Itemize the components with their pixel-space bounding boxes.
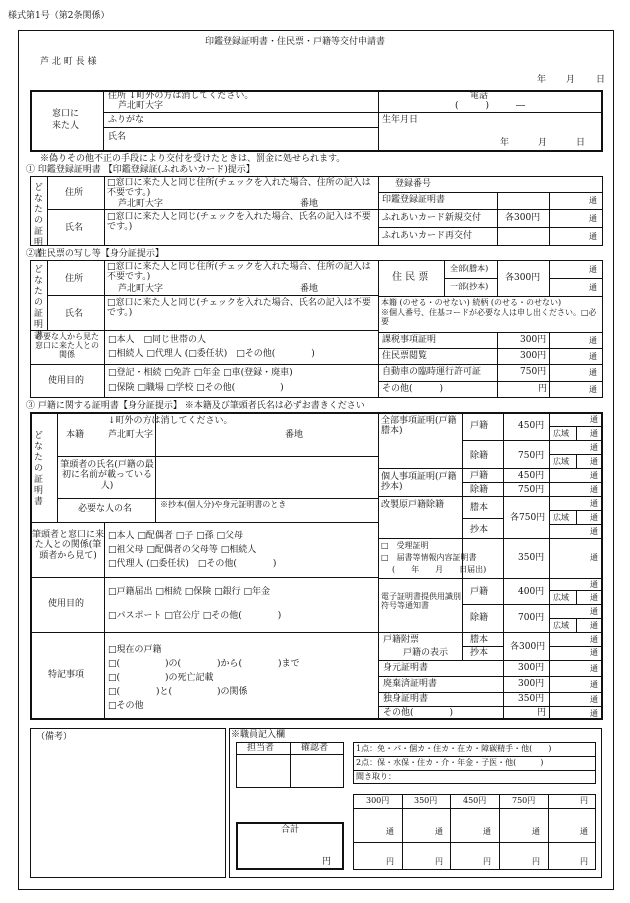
form-text: 通 xyxy=(590,648,598,657)
form-text: 月 xyxy=(538,138,548,148)
s3-zenbu-item: 全部事項証明(戸籍謄本) xyxy=(381,416,457,437)
rule-line xyxy=(549,524,602,525)
rule-line xyxy=(378,348,602,349)
form-text: 一部(抄本) xyxy=(450,282,489,291)
form-text: 700円 xyxy=(518,613,545,623)
form-text: 使用目的 xyxy=(48,376,85,386)
fraud-warning: ※偽りその他不正の手段により交付を受けたときは、罰金に処せられます。 xyxy=(40,154,346,164)
s1-name-check[interactable]: □窓口に来た人と同じ(チェックを入れた場合、氏名の記入は不要です。) xyxy=(107,212,371,233)
rule-line xyxy=(497,192,498,246)
s3-special-option[interactable]: □( )の死亡記載 xyxy=(108,673,214,683)
rule-line xyxy=(378,632,602,633)
form-title: 印鑑登録証明書・住民票・戸籍等交付申請書 xyxy=(205,37,386,47)
s3-who-label: どなたの証明書 xyxy=(32,430,42,507)
rule-line xyxy=(497,332,498,398)
rule-line xyxy=(378,364,602,365)
form-text: 通 xyxy=(483,827,491,836)
rule-line xyxy=(103,90,104,152)
s3-special-option[interactable]: □現在の戸籍 xyxy=(108,645,162,655)
rule-line xyxy=(378,468,602,469)
rule-line xyxy=(103,127,378,128)
form-text: 750円 xyxy=(512,796,536,805)
form-text: 番地 xyxy=(300,199,319,209)
window-name[interactable]: 氏名 xyxy=(108,132,127,142)
form-text: 氏名 xyxy=(65,223,84,233)
rule-line xyxy=(378,706,602,707)
form-text: 通 xyxy=(590,621,598,630)
form-text: 芦北町大字 xyxy=(118,199,164,209)
rule-line xyxy=(378,260,379,398)
window-birth[interactable]: 生年月日 xyxy=(382,115,419,125)
rule-line xyxy=(378,660,602,661)
rule-line xyxy=(104,176,105,246)
form-text: 通 xyxy=(590,607,598,616)
form-text: 通 xyxy=(580,827,588,836)
s1-address-check[interactable]: □窓口に来た人と同じ住所(チェックを入れた場合、住所の記入は不要です。) xyxy=(107,178,371,199)
form-text: 通 xyxy=(589,196,597,205)
rule-line xyxy=(378,176,379,246)
rule-line xyxy=(236,754,344,755)
rule-line xyxy=(30,577,378,578)
rule-line xyxy=(576,510,577,524)
rule-line xyxy=(30,364,378,365)
form-text: 通 xyxy=(435,827,443,836)
form-text: 通 xyxy=(589,368,597,377)
form-text: 通 xyxy=(590,695,598,704)
form-text: 通 xyxy=(590,635,598,644)
form-text: 戸籍附票 xyxy=(383,635,420,645)
form-text: 番地 xyxy=(285,430,304,440)
form-text: 各300円 xyxy=(505,273,541,283)
window-furigana[interactable]: ふりがな xyxy=(108,115,145,125)
s1-who-label: どなたの証明書 xyxy=(32,182,42,259)
form-text: 広域 xyxy=(553,593,569,602)
rule-line xyxy=(353,808,596,809)
form-text: 300円 xyxy=(520,351,547,361)
form-text: 通 xyxy=(590,680,598,689)
remarks-label: （備考） xyxy=(36,732,73,742)
rule-line xyxy=(378,578,602,579)
s3-special-option[interactable]: □( )の( )から( )まで xyxy=(108,659,300,669)
rule-line xyxy=(353,842,596,843)
window-label-2: 来た人 xyxy=(52,121,80,131)
s3-special-option[interactable]: □その他 xyxy=(108,701,144,711)
form-text: 抄本 xyxy=(470,525,489,535)
rule-line xyxy=(450,794,451,870)
remarks-box[interactable] xyxy=(30,728,226,878)
rule-line xyxy=(549,412,550,720)
form-text: 通 xyxy=(590,580,598,589)
form-text: 円 xyxy=(537,708,547,718)
form-text: 通 xyxy=(590,443,598,452)
form-text: 抄本 xyxy=(470,648,489,658)
form-text: 廃棄済証明書 xyxy=(383,679,438,689)
form-text: 本籍 xyxy=(66,430,85,440)
form-text: 通 xyxy=(590,415,598,424)
form-text: 芦北町大字 xyxy=(118,284,164,294)
s3-relation-options[interactable]: □代理人 (□委任状) □その他( ) xyxy=(108,559,277,569)
rule-line xyxy=(549,278,602,279)
form-text: 身元証明書 xyxy=(383,663,429,673)
rule-line xyxy=(47,176,48,246)
rule-line xyxy=(462,440,602,441)
form-text: 各300円 xyxy=(505,213,541,223)
s3-special-option[interactable]: □( )と( )の関係 xyxy=(108,687,248,697)
s2-address-check[interactable]: □窓口に来た人と同じ住所(チェックを入れた場合、住所の記入は不要です。) xyxy=(107,262,371,283)
form-text: 通 xyxy=(590,527,598,536)
form-text: 円 xyxy=(386,857,394,866)
form-text: 確認者 xyxy=(301,743,329,753)
rule-line xyxy=(378,412,379,720)
form-text: 住民票閲覧 xyxy=(382,351,428,361)
rule-line xyxy=(576,618,577,632)
form-text: 登録番号 xyxy=(395,179,432,189)
rule-line xyxy=(104,260,105,398)
id-interview[interactable]: 聞き取り： xyxy=(356,772,396,781)
form-text: 合計 xyxy=(281,825,300,835)
rule-line xyxy=(548,794,549,870)
form-text: 750円 xyxy=(520,367,547,377)
rule-line xyxy=(503,412,504,720)
form-text: 戸籍 xyxy=(470,471,489,481)
form-text: 住 民 票 xyxy=(392,272,429,283)
rule-line xyxy=(497,260,498,296)
s3-kojin-item: 個人事項証明(戸籍抄本) xyxy=(381,472,457,493)
s3-denshi-item: 電子証明書提供用識別符号等通知書 xyxy=(381,592,461,611)
s2-relation-options[interactable]: □相続人 □代理人 (□委任状) □その他( ) xyxy=(108,349,315,359)
form-text: 300円 xyxy=(520,335,547,345)
form-text: 戸籍の表示 xyxy=(403,648,449,658)
s2-purpose-options[interactable]: □保険 □職場 □学校 □その他( ) xyxy=(108,383,284,393)
form-text: 通 xyxy=(589,232,597,241)
form-text: 広域 xyxy=(553,429,569,438)
s2-relation-label: 必要な人から見た窓口に来た人との関係 xyxy=(35,332,99,360)
form-text: 円 xyxy=(538,384,548,394)
rule-line xyxy=(47,295,378,296)
form-text: 各750円 xyxy=(510,513,546,523)
date-day: 日 xyxy=(596,75,606,85)
form-text: 通 xyxy=(590,593,598,602)
rule-line xyxy=(57,456,378,457)
form-text: 通 xyxy=(590,513,598,522)
form-text: 住所 xyxy=(65,274,84,284)
rule-line xyxy=(576,426,577,440)
form-text: 450円 xyxy=(463,796,487,805)
form-text: 広域 xyxy=(553,513,569,522)
rule-line xyxy=(378,192,602,193)
id-one-point[interactable]: 1点：免・パ・個カ・住カ・在カ・障碳精手・他( ) xyxy=(356,744,552,753)
window-address-hint: 住所 ↓町外の方は消してください。 xyxy=(108,91,254,101)
s3-juri-option[interactable]: □ 受理証明 xyxy=(381,541,429,550)
s2-name-check[interactable]: □窓口に来た人と同じ(チェックを入れた場合、氏名の記入は不要です。) xyxy=(107,298,371,319)
s2-purpose-options[interactable]: □登記・相続 □免許 □年金 □車(登録・廃車) xyxy=(108,368,293,378)
form-text: 通 xyxy=(590,709,598,718)
section1-heading: ① 印鑑登録証明書 【印鑑登録証(ふれあいカード)提示】 xyxy=(26,165,255,175)
form-text: 特記事項 xyxy=(48,670,85,680)
rule-line xyxy=(462,482,602,483)
s2-honseki-option[interactable]: 本籍 (のせる・のせない) 続柄 (のせる・のせない) xyxy=(381,298,562,307)
rule-line xyxy=(290,742,291,788)
form-text: 450円 xyxy=(518,421,545,431)
form-text: 450円 xyxy=(518,471,545,481)
form-text: 通 xyxy=(590,429,598,438)
rule-line xyxy=(549,209,602,210)
form-text: 課税事項証明 xyxy=(382,335,437,345)
rule-line xyxy=(47,209,378,210)
form-text: 除籍 xyxy=(470,485,489,495)
rule-line xyxy=(30,522,378,523)
form-text: 通 xyxy=(589,283,597,292)
form-text: 円 xyxy=(580,796,588,805)
form-text: 使用目的 xyxy=(48,599,85,609)
form-text: 戸籍 xyxy=(470,421,489,431)
form-text: 除籍 xyxy=(470,613,489,623)
window-label-1: 窓口に xyxy=(52,109,80,119)
form-text: 年 xyxy=(500,138,510,148)
window-tel-label: 電話 xyxy=(470,91,489,101)
date-month: 月 xyxy=(566,75,576,85)
rule-line xyxy=(499,794,500,870)
form-text: 広域 xyxy=(553,457,569,466)
rule-line xyxy=(353,756,596,757)
rule-line xyxy=(462,412,463,660)
form-text: 通 xyxy=(589,385,597,394)
rule-line xyxy=(444,278,497,279)
rule-line xyxy=(104,522,105,720)
rule-line xyxy=(462,518,503,519)
s3-purpose-options[interactable]: □戸籍届出 □相続 □保険 □銀行 □年金 xyxy=(108,587,270,597)
form-text: 750円 xyxy=(518,451,545,461)
s3-relation-options[interactable]: □祖父母 □配偶者の父母等 □相続人 xyxy=(108,545,257,555)
form-text: 謄本 xyxy=(470,503,489,513)
rule-line xyxy=(402,794,403,870)
rule-line xyxy=(378,676,602,677)
s3-todoke-option[interactable]: □ 届書等情報内容証明書 xyxy=(381,553,477,562)
form-text: 円 xyxy=(435,857,443,866)
rule-line xyxy=(378,381,602,382)
section3-heading: ③ 戸籍に関する証明書【身分証提示】 ※本籍及び筆頭者氏名は必ずお書きください xyxy=(26,401,365,411)
form-text: 300円 xyxy=(366,796,390,805)
s3-relation-options[interactable]: □本人 □配偶者 □子 □孫 □父母 xyxy=(108,531,243,541)
staff-title: ※職員記入欄 xyxy=(231,730,286,740)
form-text: 謄本 xyxy=(470,635,489,645)
form-text: ※抄本(個人分)や身元証明書のとき xyxy=(160,500,287,509)
date-year: 年 xyxy=(537,75,547,85)
form-text: 必要な人の名 xyxy=(78,504,133,514)
form-text: 通 xyxy=(590,664,598,673)
rule-line xyxy=(462,604,602,605)
rule-line xyxy=(549,227,602,228)
form-text: 通 xyxy=(532,827,540,836)
rule-line xyxy=(378,112,602,113)
rule-line xyxy=(576,454,577,468)
s3-hitto-label: 筆頭者の氏名(戸籍の最初に名前が載っている人) xyxy=(60,460,154,491)
window-address-prefix[interactable]: 芦北町大字 xyxy=(118,101,164,111)
form-text: 芦北町大字 xyxy=(108,430,154,440)
form-text: 円 xyxy=(580,857,588,866)
id-two-point[interactable]: 2点：保・水保・住カ・介・年金・子医・他( ) xyxy=(356,758,544,767)
rule-line xyxy=(155,412,156,522)
window-tel-field[interactable]: ( ) ― xyxy=(455,101,526,111)
s2-who-label: どなたの証明書 xyxy=(32,264,42,341)
form-text: 広域 xyxy=(553,621,569,630)
rule-line xyxy=(378,296,602,297)
form-text: 300円 xyxy=(518,679,545,689)
form-text: 通 xyxy=(589,352,597,361)
form-text: ( 年 月 日届出) xyxy=(392,565,487,574)
form-text: 通 xyxy=(590,471,598,480)
form-text: 除籍 xyxy=(470,451,489,461)
s1-item: ふれあいカード新規交付 xyxy=(382,213,482,223)
rule-line xyxy=(378,538,602,539)
form-text: 通 xyxy=(590,485,598,494)
form-text: ↓町外の方は消してください。 xyxy=(108,416,233,426)
form-text: 350円 xyxy=(518,553,545,563)
form-text: 通 xyxy=(589,336,597,345)
form-text: その他( ) xyxy=(382,384,444,394)
s3-purpose-options[interactable]: □パスポート □官公庁 □その他( ) xyxy=(108,611,282,621)
form-text: 日 xyxy=(576,138,586,148)
form-text: 独身証明書 xyxy=(383,694,429,704)
rule-line xyxy=(462,646,503,647)
form-text: 350円 xyxy=(518,694,545,704)
section2-heading: ② 住民票の写し等【身分証提示】 xyxy=(26,249,164,259)
form-text: 750円 xyxy=(518,485,545,495)
form-text: 通 xyxy=(589,265,597,274)
form-text: 通 xyxy=(590,499,598,508)
form-text: 円 xyxy=(532,857,540,866)
form-text: 円 xyxy=(483,857,491,866)
form-text: 円 xyxy=(322,857,332,867)
rule-line xyxy=(378,332,602,333)
form-text: 通 xyxy=(589,214,597,223)
s2-mynumber-note[interactable]: ※個人番号、住基コードが必要な人は申し出ください。□必要 xyxy=(381,308,597,327)
form-text: 400円 xyxy=(518,587,545,597)
s1-item: 印鑑登録証明書 xyxy=(382,195,446,205)
rule-line xyxy=(57,498,378,499)
rule-line xyxy=(549,646,602,647)
rule-line xyxy=(378,692,602,693)
form-text: 通 xyxy=(386,827,394,836)
s2-relation-options[interactable]: □本人 □同じ世帯の人 xyxy=(108,335,207,345)
form-text: その他( ) xyxy=(383,708,454,718)
rule-line xyxy=(576,590,577,604)
form-text: 300円 xyxy=(518,663,545,673)
form-number: 様式第1号（第2条関係） xyxy=(8,11,110,21)
rule-line xyxy=(378,90,379,152)
rule-line xyxy=(30,330,378,331)
rule-line xyxy=(549,192,550,246)
rule-line xyxy=(353,770,596,771)
s1-item: ふれあいカード再交付 xyxy=(382,231,473,241)
form-text: 戸籍 xyxy=(470,587,489,597)
form-text: 通 xyxy=(590,553,598,562)
form-text: 番地 xyxy=(300,284,319,294)
rule-line xyxy=(549,332,550,398)
rule-line xyxy=(378,496,602,497)
form-text: 氏名 xyxy=(65,309,84,319)
form-text: 自動車の臨時運行許可証 xyxy=(382,367,482,377)
form-text: 各300円 xyxy=(510,642,546,652)
rule-line xyxy=(57,412,58,522)
form-text: 全部(謄本) xyxy=(450,264,489,273)
form-text: 350円 xyxy=(414,796,438,805)
form-text: 住所 xyxy=(65,188,84,198)
s3-kaisei-item: 改製原戸籍除籍 xyxy=(381,500,445,510)
form-text: 通 xyxy=(590,457,598,466)
s3-relation-label: 筆頭者と窓口に来た人との関係(筆頭者から見て) xyxy=(32,530,105,561)
rule-line xyxy=(30,632,378,633)
addressee: 芦 北 町 長 様 xyxy=(40,57,97,67)
form-text: 担当者 xyxy=(247,743,275,753)
